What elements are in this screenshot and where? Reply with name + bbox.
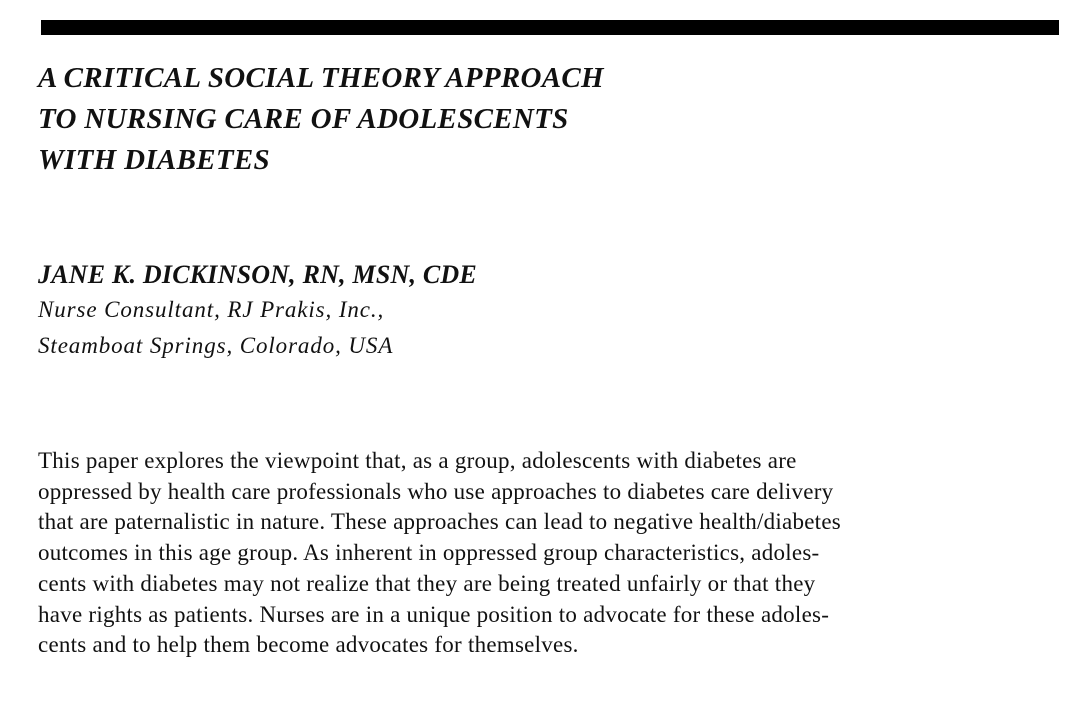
abstract-line: have rights as patients. Nurses are in a unique position to advocate for these adoles- <box>38 601 830 627</box>
title-line: TO NURSING CARE OF ADOLESCENTS <box>38 103 569 135</box>
abstract-line: outcomes in this age group. As inherent in oppressed group characteristics, adoles- <box>38 540 820 566</box>
author-block <box>38 257 938 364</box>
abstract-line: cents with diabetes may not realize that they are being treated unfairly or that they <box>38 570 816 596</box>
abstract-line: cents and to help them become advocates for themselves. <box>38 632 579 658</box>
abstract-line: that are paternalistic in nature. These approaches can lead to negative health/diabetes <box>38 509 841 535</box>
author-affiliation-line: Steamboat Springs, Colorado, USA <box>38 333 394 358</box>
title-line: WITH DIABETES <box>38 144 270 176</box>
author-affiliation-line: Nurse Consultant, RJ Prakis, Inc., <box>38 297 385 322</box>
title-line: A CRITICAL SOCIAL THEORY APPROACH <box>38 62 604 94</box>
abstract <box>38 446 1058 661</box>
top-rule <box>41 20 1059 35</box>
article-title <box>38 58 938 181</box>
author-name: JANE K. DICKINSON, RN, MSN, CDE <box>38 260 477 289</box>
abstract-line: oppressed by health care professionals who use approaches to diabetes care delivery <box>38 478 834 504</box>
abstract-line: This paper explores the viewpoint that, as a group, adolescents with diabetes are <box>38 448 797 473</box>
